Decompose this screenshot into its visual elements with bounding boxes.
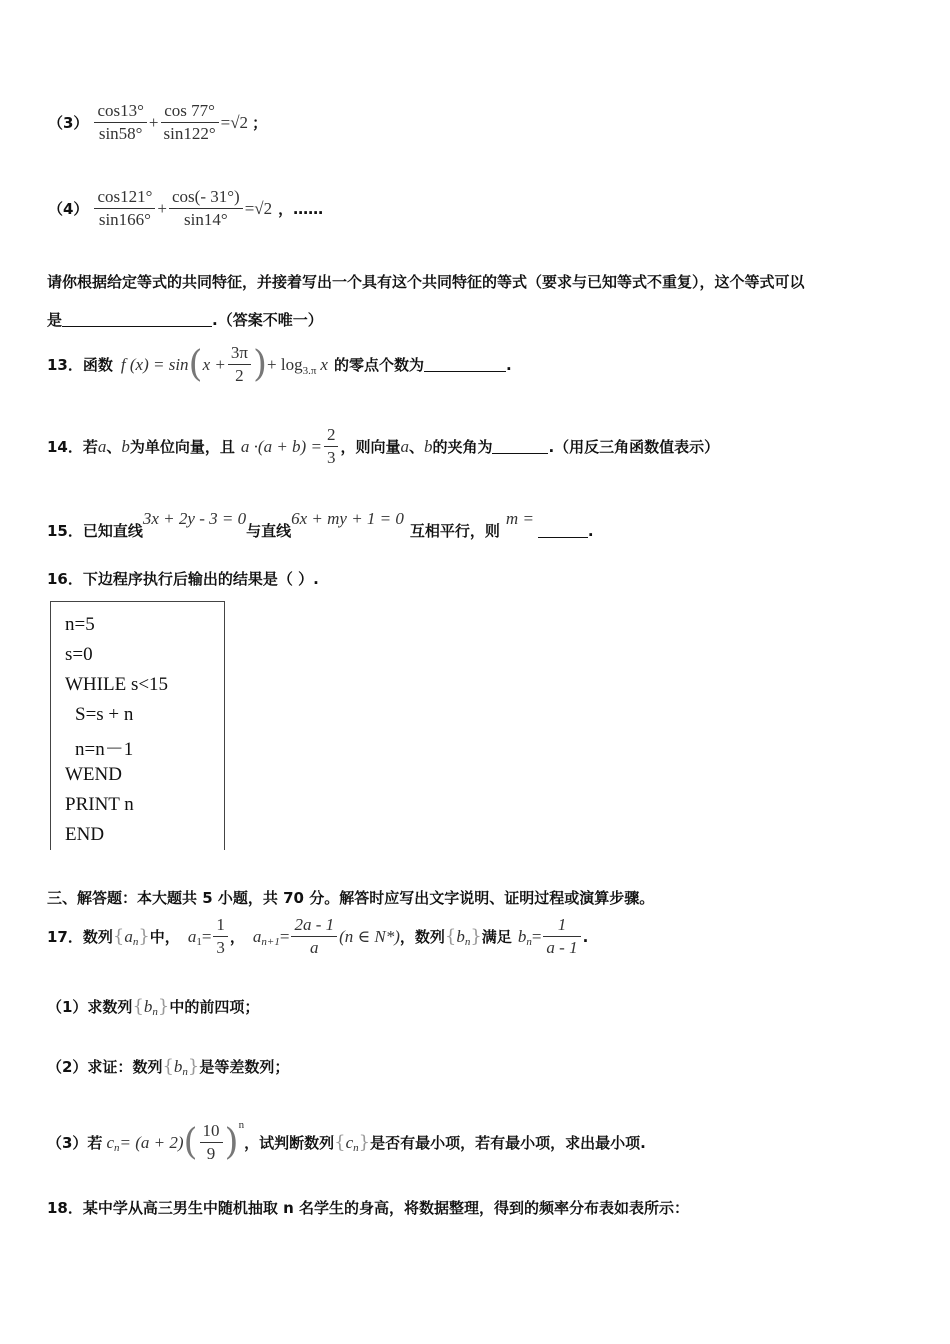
fraction: $\frac{\cos 77^\circ}{\sin 122^\circ}$ <box>161 100 219 145</box>
code-line: n=n－1 <box>75 739 134 760</box>
q13: 13． 函数 f (x) = sin ( x + $\frac{3\pi}{2}$ ) + log 3.π x 的零点个数为 . <box>47 343 512 385</box>
q17-part1: （1）求数列 { b n } 中的前四项； <box>47 996 260 1018</box>
question-number: 17． <box>47 928 83 946</box>
code-line: END <box>65 824 105 845</box>
q14: 14． 若 a 、 b 为单位向量，且 a ·(a + b) = $\frac{2}{3}$ ，则向量 a 、 b 的夹角为 .（用反三角函数值表示） <box>47 425 720 467</box>
fraction: $\frac{10}{9}$ <box>200 1120 223 1165</box>
answer-blank[interactable] <box>492 439 548 454</box>
q17-part3: （3）若 c n = (a + 2) ( $\frac{10}{9}$ ) n ，试判断数列 { c n } 是否有最小项，若有最小项，求出最小项. <box>47 1118 646 1163</box>
question-number: 16． <box>47 570 83 588</box>
fraction: $\frac{\cos 13^\circ}{\sin 58^\circ}$ <box>94 100 146 145</box>
question-number: 13． <box>47 356 83 374</box>
q15: 15． 已知直线 3x + 2y - 3 = 0 与直线 6x + my + 1 = 0 互相平行，则 m = . <box>47 508 594 540</box>
section-heading: 三、解答题：本大题共 5 小题，共 70 分。解答时应写出文字说明、证明过程或演算步骤。 <box>47 889 655 907</box>
fraction: $\frac{3\pi}{2}$ <box>228 342 251 387</box>
q17-part2: （2）求证：数列 { b n } 是等差数列； <box>47 1056 290 1078</box>
fraction: $\frac{1}{a - 1}$ <box>543 914 580 959</box>
q16: 16． 下边程序执行后输出的结果是（ ）. <box>47 570 319 588</box>
line2-equation: 6x + my + 1 = 0 <box>291 508 404 528</box>
item-label: （4） <box>48 200 89 218</box>
code-line: S=s + n <box>75 704 134 725</box>
q12-instruction-line1: 请你根据给定等式的共同特征，并接着写出一个具有这个共同特征的等式（要求与已知等式不重复），这个等式可以 <box>47 273 805 291</box>
item-label: （3） <box>48 114 89 132</box>
fraction: $\frac{2}{3}$ <box>324 424 339 469</box>
answer-blank[interactable] <box>62 312 212 327</box>
q12-item3: （3） $\frac{\cos 13^\circ}{\sin 58^\circ}$ + $\frac{\cos 77^\circ}{\sin 122^\circ}$ =√2 ； <box>48 101 268 143</box>
code-line: WHILE s<15 <box>65 674 169 695</box>
answer-blank[interactable] <box>538 523 588 538</box>
fraction: $\frac{\cos 121^\circ}{\sin 166^\circ}$ <box>94 186 155 231</box>
line1-equation: 3x + 2y - 3 = 0 <box>142 508 247 528</box>
question-number: 15． <box>47 522 83 540</box>
answer-blank[interactable] <box>424 357 506 372</box>
equation-rhs: =√2 <box>244 198 273 218</box>
equation-rhs: =√2 <box>220 112 249 132</box>
q12-instruction-line2: 是 .（答案不唯一） <box>47 311 323 329</box>
program-code-box <box>50 601 225 850</box>
code-line: WEND <box>65 764 122 785</box>
fraction: $\frac{\cos(- 31^\circ)}{\sin 14^\circ}$ <box>169 186 243 231</box>
code-line: PRINT n <box>65 794 134 815</box>
question-number: 14． <box>47 438 83 456</box>
q17: 17． 数列 { a n } 中， a 1 = $\frac{1}{3}$ ， a n+1 = $\frac{2a - 1}{a}$ (n ∈ N*) ，数列 { b n } 满足 b n = $\frac{1}{a - 1}$ . <box>47 915 589 957</box>
fraction: $\frac{2a - 1}{a}$ <box>291 914 337 959</box>
question-number: 18． <box>47 1199 83 1217</box>
code-line: s=0 <box>65 644 93 665</box>
code-line: n=5 <box>65 614 95 635</box>
fraction: $\frac{1}{3}$ <box>213 914 228 959</box>
q18: 18． 某中学从高三男生中随机抽取 n 名学生的身高，将数据整理，得到的频率分布表如表所示： <box>47 1199 690 1217</box>
q12-item4: （4） $\frac{\cos 121^\circ}{\sin 166^\circ}$ + $\frac{\cos(- 31^\circ)}{\sin 14^\circ}$ =√2 ，…… <box>48 187 324 229</box>
